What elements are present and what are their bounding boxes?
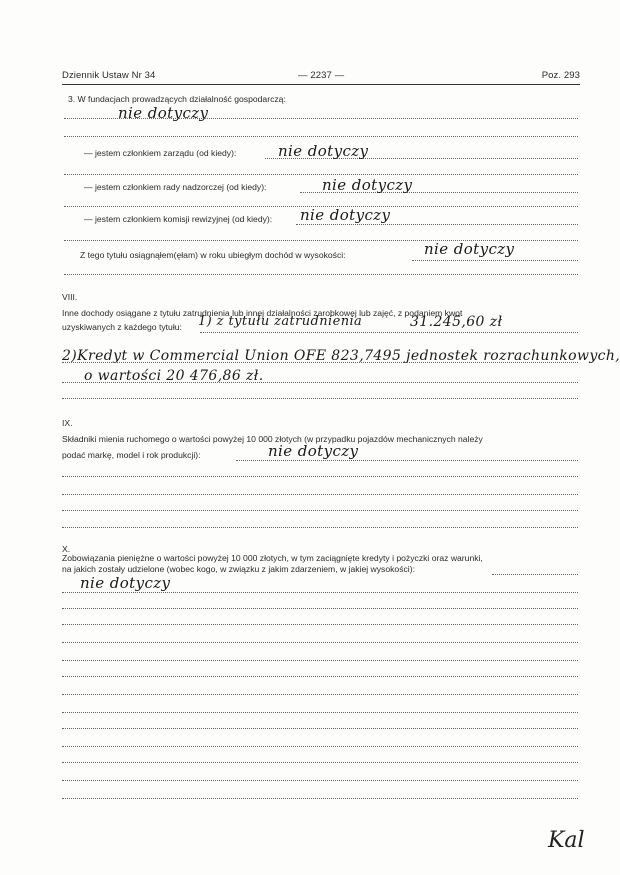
section-10-number: X.	[62, 544, 71, 554]
section-3-heading: 3. W fundacjach prowadzących działalność gospodarczą:	[68, 94, 286, 104]
management-answer: nie dotyczy	[278, 142, 369, 160]
section-10-text-1: Zobowiązania pieniężne o wartości powyżej 10 000 złotych, w tym zaciągnięte kredyty i pożyczki oraz warunki,	[62, 553, 483, 563]
answer-line	[62, 728, 578, 729]
answer-line	[62, 494, 578, 495]
answer-line	[62, 608, 578, 609]
audit-answer: nie dotyczy	[300, 206, 391, 224]
supervisory-label: — jestem członkiem rady nadzorczej (od kiedy):	[84, 182, 267, 192]
answer-line	[62, 527, 578, 528]
answer-line	[62, 660, 578, 661]
section-8-answer-3: o wartości 20 476,86 zł.	[84, 368, 264, 384]
section-9-text-1: Składniki mienia ruchomego o wartości powyżej 10 000 złotych (w przypadku pojazdów mechanicznych należy	[62, 434, 483, 444]
answer-line	[62, 398, 578, 399]
answer-line	[62, 624, 578, 625]
section-9-number: IX.	[62, 418, 73, 428]
section-8-answer-2: 2)Kredyt w Commercial Union OFE 823,7495 jednostek rozrachunkowych,	[62, 348, 620, 364]
answer-line	[64, 118, 578, 119]
answer-line	[296, 224, 578, 225]
answer-line	[492, 574, 578, 575]
answer-line	[62, 712, 578, 713]
section-9-answer: nie dotyczy	[268, 442, 359, 460]
section-8-answer-1a: 1) z tytułu zatrudnienia	[198, 314, 363, 329]
answer-line	[62, 676, 578, 677]
section-8-number: VIII.	[62, 292, 78, 302]
page-number: — 2237 —	[298, 70, 345, 81]
journal-title: Dziennik Ustaw Nr 34	[62, 70, 156, 81]
audit-label: — jestem członkiem komisji rewizyjnej (od kiedy):	[84, 214, 273, 224]
section-10-text-2: na jakich zostały udzielone (wobec kogo, w związku z jakim zdarzeniem, w jakiej wysokości):	[62, 564, 415, 574]
answer-line	[236, 460, 578, 461]
answer-line	[62, 780, 578, 781]
section-8-answer-1b: 31.245,60 zł	[410, 314, 503, 330]
answer-line	[62, 798, 578, 799]
supervisory-answer: nie dotyczy	[322, 176, 413, 194]
answer-line	[62, 642, 578, 643]
position-number: Poz. 293	[541, 70, 580, 81]
answer-line	[64, 136, 578, 137]
section-9-text-2: podać markę, model i rok produkcji):	[62, 450, 201, 460]
answer-line	[412, 260, 578, 261]
answer-line	[62, 746, 578, 747]
page-header	[62, 70, 580, 85]
answer-line	[62, 694, 578, 695]
section-8-text-2: uzyskiwanych z każdego tytułu:	[62, 322, 182, 332]
answer-line	[62, 762, 578, 763]
income-answer: nie dotyczy	[424, 240, 515, 258]
income-label: Z tego tytułu osiągnąłem(ęłam) w roku ubiegłym dochód w wysokości:	[80, 250, 346, 260]
section-8-text-1: Inne dochody osiągane z tytułu zatrudnienia lub innej działalności zarobkowej lub zajęć, z podaniem kwot	[62, 308, 463, 318]
answer-line	[64, 274, 578, 275]
answer-line	[62, 382, 578, 383]
answer-line	[62, 592, 578, 593]
answer-line	[64, 174, 578, 175]
answer-line	[62, 362, 578, 363]
answer-line	[62, 476, 578, 477]
section-3-answer: nie dotyczy	[118, 104, 209, 122]
signature: Kal	[548, 828, 585, 853]
management-label: — jestem członkiem zarządu (od kiedy):	[84, 148, 237, 158]
section-10-answer: nie dotyczy	[80, 574, 171, 592]
answer-line	[200, 332, 578, 333]
answer-line	[62, 510, 578, 511]
